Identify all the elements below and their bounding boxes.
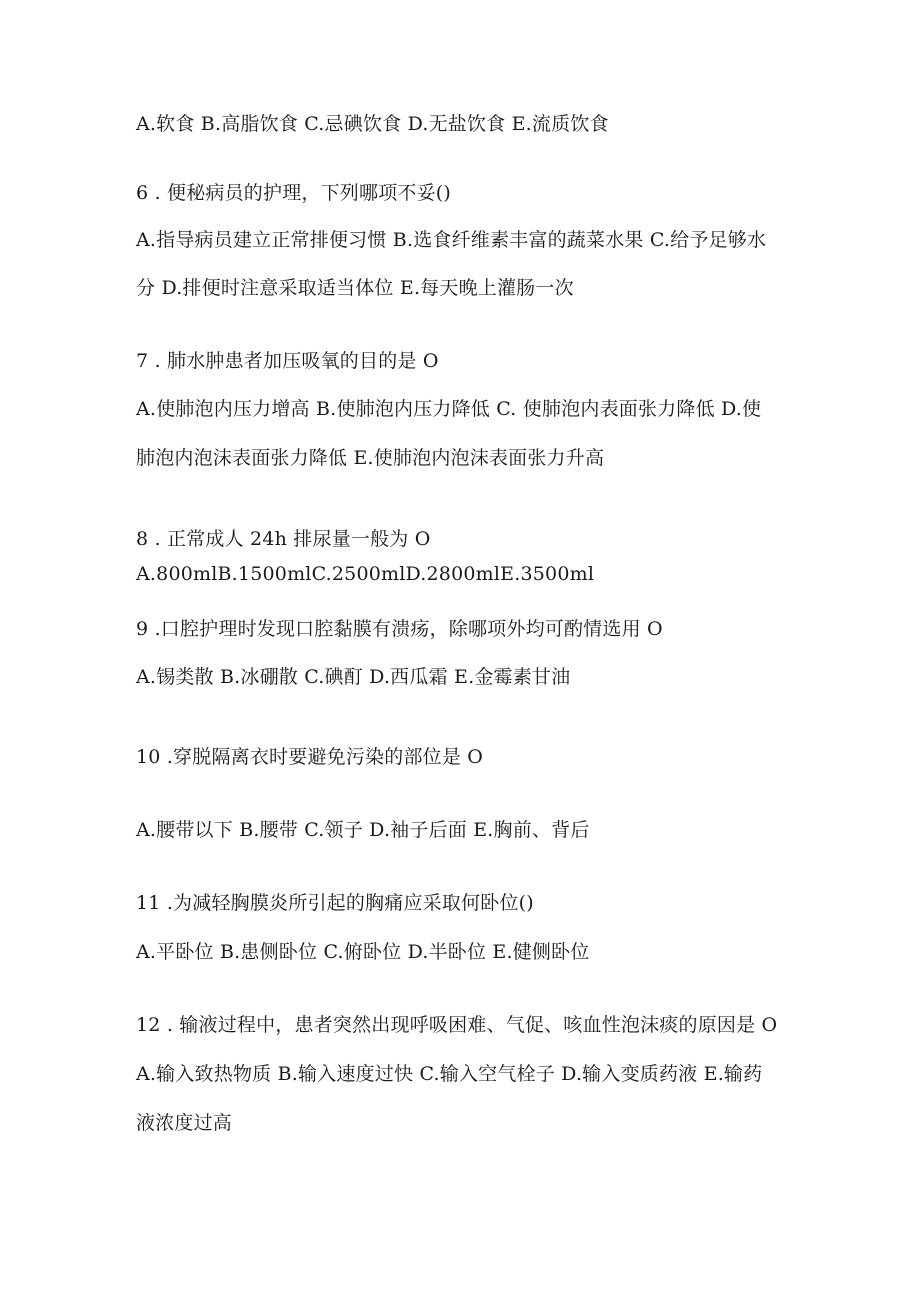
q5-options-line: A.软食 B.高脂饮食 C.忌碘饮食 D.无盐饮食 E.流质饮食: [136, 113, 609, 135]
q8-question: 8 . 正常成人 24h 排尿量一般为 O: [136, 528, 431, 550]
q6-question: 6 . 便秘病员的护理，下列哪项不妥(): [136, 182, 452, 204]
q9-options-line: A.锡类散 B.冰硼散 C.碘酊 D.西瓜霜 E.金霉素甘油: [136, 666, 571, 688]
q10-options-line: A.腰带以下 B.腰带 C.领子 D.袖子后面 E.胸前、背后: [136, 819, 590, 841]
q9-question: 9 .口腔护理时发现口腔黏膜有溃疡，除哪项外均可酌情选用 O: [136, 618, 663, 640]
q10-question: 10 .穿脱隔离衣时要避免污染的部位是 O: [136, 746, 484, 768]
q7-options-line-2: 肺泡内泡沫表面张力降低 E.使肺泡内泡沫表面张力升高: [136, 447, 605, 469]
q8-options-line: A.800mlB.1500mlC.2500mlD.2800mlE.3500ml: [136, 563, 595, 585]
q6-options-line-1: A.指导病员建立正常排便习惯 B.选食纤维素丰富的蔬菜水果 C.给予足够水: [136, 229, 767, 251]
q6-options-line-2: 分 D.排便时注意采取适当体位 E.每天晚上灌肠一次: [136, 277, 574, 299]
q11-question: 11 .为减轻胸膜炎所引起的胸痛应采取何卧位(): [136, 892, 534, 914]
q12-options-line-2: 液浓度过高: [136, 1112, 233, 1134]
q7-options-line-1: A.使肺泡内压力增高 B.使肺泡内压力降低 C. 使肺泡内表面张力降低 D.使: [136, 398, 762, 420]
q7-question: 7 . 肺水肿患者加压吸氧的目的是 O: [136, 350, 439, 372]
q12-options-line-1: A.输入致热物质 B.输入速度过快 C.输入空气栓子 D.输入变质药液 E.输药: [136, 1063, 763, 1085]
q11-options-line: A.平卧位 B.患侧卧位 C.俯卧位 D.半卧位 E.健侧卧位: [136, 941, 590, 963]
q12-question: 12 . 输液过程中，患者突然出现呼吸困难、气促、咳血性泡沫痰的原因是 O: [136, 1014, 778, 1036]
